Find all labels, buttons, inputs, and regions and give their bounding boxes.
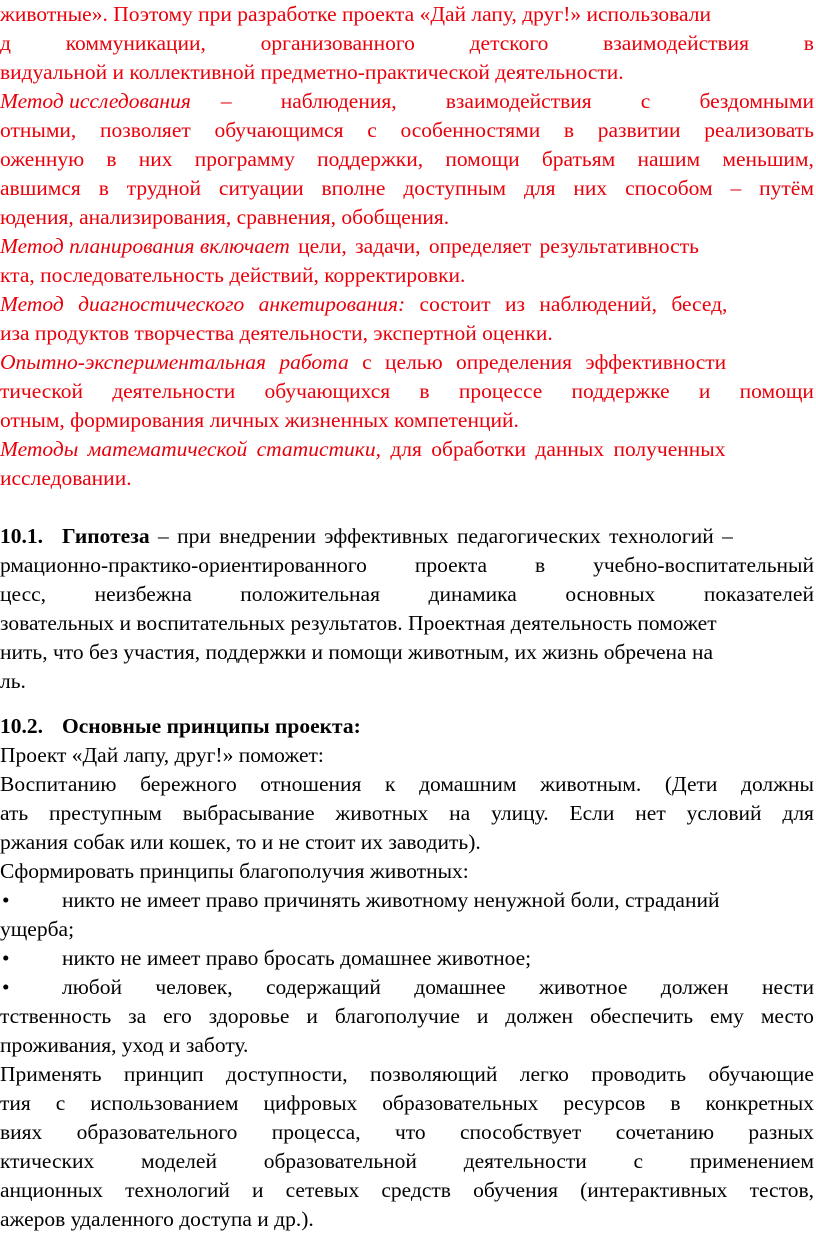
word: улицу. [491, 801, 549, 825]
word: позволяющий [369, 1062, 498, 1086]
methods-intro-line: видуальной и коллективной предметно-практической деятельности. [0, 60, 624, 84]
word: применением [689, 1149, 814, 1173]
word: благополучие [334, 1004, 460, 1028]
methods-intro-line: животные». Поэтому при разработке проекта «Дай лапу, друг!» использовали [0, 2, 712, 26]
word: тестов, [749, 1178, 814, 1202]
word: нет [635, 801, 666, 825]
word: помощи [445, 147, 520, 171]
word: легко [519, 1062, 569, 1086]
word: в [563, 118, 575, 142]
word: поддержки, [317, 147, 424, 171]
word: оженную [0, 147, 85, 171]
principles-line: ржания собак или кошек, то и не стоит их заводить). [0, 830, 481, 854]
word: ктических [0, 1149, 95, 1173]
hypothesis-line: нить, что без участия, поддержки и помощи животным, их жизнь обречена на [0, 640, 714, 664]
word: ать [0, 801, 29, 825]
word: взаимодействия [603, 31, 750, 55]
planning-method-term: Метод планирования включает [0, 234, 290, 258]
bullet-item-continuation: ущерба; [0, 917, 75, 941]
word: доступности, [225, 1062, 348, 1086]
word: обучения [473, 1178, 558, 1202]
methods-intro-line-justified [0, 29, 814, 58]
word: цесс, [0, 582, 47, 606]
word: животным. [540, 772, 642, 796]
principles-line-justified [0, 770, 814, 799]
word: обеспечить [589, 1004, 694, 1028]
word: человек, [155, 975, 233, 999]
research-method-line [0, 116, 814, 145]
word: сетевых [285, 1178, 360, 1202]
word: выбрасывание [182, 801, 315, 825]
word: образовательного [76, 1120, 238, 1144]
bullet-item [0, 886, 816, 915]
word: что [394, 1120, 426, 1144]
word: содержащий [266, 975, 381, 999]
word: помощи [739, 379, 814, 403]
word: – [730, 176, 742, 200]
word: них [573, 176, 608, 200]
word: любой [62, 975, 122, 999]
word: и [698, 379, 711, 403]
bullet-item-continuation [0, 1002, 814, 1031]
principles-line-justified [0, 1089, 814, 1118]
bullet-marker: • [2, 888, 10, 912]
word: реализовать [704, 118, 814, 142]
word: здоровье [208, 1004, 290, 1028]
word: его [163, 1004, 192, 1028]
experimental-method-line [0, 348, 816, 377]
word: путём [759, 176, 814, 200]
word: с [367, 118, 377, 142]
word: за [128, 1004, 147, 1028]
word: Применять [0, 1062, 102, 1086]
word: (интерактивных [580, 1178, 728, 1202]
word: на [449, 801, 471, 825]
bullet-marker: • [2, 946, 10, 970]
word: анционных [0, 1178, 104, 1202]
word: отными, [0, 118, 77, 142]
word: в [535, 553, 546, 577]
word: место [760, 1004, 814, 1028]
word: домашнее [414, 975, 506, 999]
word: организованного [260, 31, 415, 55]
word: меньшим, [722, 147, 814, 171]
word: условий [686, 801, 762, 825]
word: учебно-воспитательный [593, 553, 814, 577]
word: тической [0, 379, 83, 403]
research-method-line [0, 87, 814, 116]
word: положительная [240, 582, 380, 606]
hypothesis-line-justified [0, 580, 814, 609]
principles-heading-line [0, 712, 816, 741]
word: – [220, 89, 232, 113]
word: позволяет [99, 118, 191, 142]
research-method-line: юдения, анализирования, сравнения, обобщения. [0, 205, 450, 229]
word: с [633, 1149, 644, 1173]
word: ситуации [218, 176, 304, 200]
principles-line [0, 1060, 814, 1089]
bullet-item-continuation: проживания, уход и заботу. [0, 1033, 249, 1057]
word: образовательной [263, 1149, 417, 1173]
statistics-method-line [0, 435, 816, 464]
word: обучающимся [214, 118, 344, 142]
word: вполне [321, 176, 386, 200]
bullet-text: никто не имеет право бросать домашнее животное; [62, 946, 532, 970]
word: проекта [414, 553, 488, 577]
word: использованием [90, 1091, 239, 1115]
word: средств [381, 1178, 451, 1202]
experimental-method-line: отным, формирования личных жизненных компетенций. [0, 408, 519, 432]
word: них [138, 147, 173, 171]
bullet-marker: • [2, 975, 10, 999]
word: детского [469, 31, 549, 55]
word: трудной [126, 176, 201, 200]
word: сочетанию [615, 1120, 715, 1144]
principles-line: ажеров удаленного доступа и др.). [0, 1207, 314, 1231]
diagnostic-method-line: иза продуктов творчества деятельности, экспертной оценки. [0, 321, 553, 345]
word: развитии [597, 118, 681, 142]
word: образовательных [382, 1091, 539, 1115]
word: рмационно-практико-ориентированного [0, 553, 367, 577]
word: доступным [403, 176, 507, 200]
principles-line: Проект «Дай лапу, друг!» поможет: [0, 743, 324, 767]
word: Если [569, 801, 615, 825]
word: деятельности [463, 1149, 587, 1173]
word: поддержке [571, 379, 670, 403]
word: в [670, 1091, 681, 1115]
planning-method-line: кта, последовательность действий, корректировки. [0, 263, 466, 287]
word: д [0, 31, 11, 55]
word: нашим [637, 147, 701, 171]
word: способом [625, 176, 713, 200]
experimental-method-term: Опытно-экспериментальная работа [0, 350, 349, 374]
word: в [419, 379, 430, 403]
research-words [221, 87, 814, 116]
principles-title: Основные принципы проекта: [62, 714, 361, 738]
word: особенностями [400, 118, 541, 142]
principles-number: 10.2. [0, 714, 43, 738]
word: деятельности [112, 379, 236, 403]
word: наблюдения, [280, 89, 397, 113]
word: виях [0, 1120, 43, 1144]
word: братьям [541, 147, 616, 171]
planning-method-line [0, 232, 816, 261]
word: животное [539, 975, 628, 999]
hypothesis-number: 10.1. [0, 524, 43, 548]
bullet-item [0, 944, 816, 973]
statistics-method-text: для обработки данных полученных [380, 437, 726, 461]
word: (Дети [664, 772, 718, 796]
word: основных [565, 582, 656, 606]
word: технологий [125, 1178, 230, 1202]
word: динамика [428, 582, 517, 606]
word: обучающихся [264, 379, 391, 403]
word: тия [0, 1091, 31, 1115]
hypothesis-heading-line [0, 522, 816, 551]
word: обучающие [708, 1062, 814, 1086]
research-method-term: Метод исследования [0, 89, 191, 113]
planning-method-text: цели, задачи, определяет результативность [289, 234, 699, 258]
word: тственность [0, 1004, 112, 1028]
word: преступным [49, 801, 162, 825]
hypothesis-line-justified [0, 551, 814, 580]
bullet-words [62, 973, 814, 1002]
word: способствует [460, 1120, 582, 1144]
word: для [782, 801, 814, 825]
statistics-method-line: исследовании. [0, 466, 132, 490]
diagnostic-method-line [0, 290, 816, 319]
word: отношения [260, 772, 362, 796]
diagnostic-method-term: Метод диагностического анкетирования: [0, 292, 406, 316]
principles-line-justified [0, 1118, 814, 1147]
word: показателей [703, 582, 814, 606]
word: бережного [140, 772, 237, 796]
word: неизбежна [94, 582, 192, 606]
hypothesis-title: Гипотеза [62, 524, 150, 548]
word: должен [660, 975, 729, 999]
word: процесса, [271, 1120, 361, 1144]
research-method-line [0, 174, 814, 203]
word: процессе [458, 379, 543, 403]
word: моделей [140, 1149, 217, 1173]
principles-line [0, 1176, 814, 1205]
principles-line: Сформировать принципы благополучия животных: [0, 859, 469, 883]
word: проводить [591, 1062, 687, 1086]
diagnostic-method-text: состоит из наблюдений, бесед, [405, 292, 728, 316]
word: ресурсов [563, 1091, 646, 1115]
word: с [640, 89, 651, 113]
word: программу [194, 147, 295, 171]
principles-line-justified [0, 1147, 814, 1176]
word: и [306, 1004, 318, 1028]
word: коммуникации, [65, 31, 206, 55]
experimental-method-text: с целью определения эффективности [348, 350, 727, 374]
bullet-text: никто не имеет право причинять животному ненужной боли, страданий [62, 888, 720, 912]
word: и [476, 1004, 489, 1028]
word: домашним [419, 772, 517, 796]
hypothesis-line: ль. [0, 669, 26, 693]
word: конкретных [705, 1091, 814, 1115]
bullet-item [0, 973, 814, 1002]
word: к [385, 772, 396, 796]
word: бездомными [699, 89, 814, 113]
word: цифровых [263, 1091, 358, 1115]
word: принцип [123, 1062, 204, 1086]
word: должны [741, 772, 814, 796]
word: в [98, 176, 109, 200]
word: ему [709, 1004, 744, 1028]
word: Воспитанию [0, 772, 117, 796]
statistics-method-term: Методы математической статистики, [0, 437, 381, 461]
word: должен [505, 1004, 574, 1028]
word: в [803, 31, 814, 55]
word: животных [335, 801, 429, 825]
word: нести [761, 975, 814, 999]
word: взаимодействия [445, 89, 592, 113]
word: разных [748, 1120, 814, 1144]
principles-line [0, 799, 814, 828]
word: и [251, 1178, 264, 1202]
word: для [523, 176, 556, 200]
research-method-line [0, 145, 814, 174]
hypothesis-line: зовательных и воспитательных результатов. Проектная деятельность поможет [0, 611, 717, 635]
word: в [106, 147, 117, 171]
hypothesis-text: – при внедрении эффективных педагогических технологий – [149, 524, 733, 548]
experimental-method-line-justified [0, 377, 814, 406]
word: авшимся [0, 176, 81, 200]
word: с [55, 1091, 66, 1115]
